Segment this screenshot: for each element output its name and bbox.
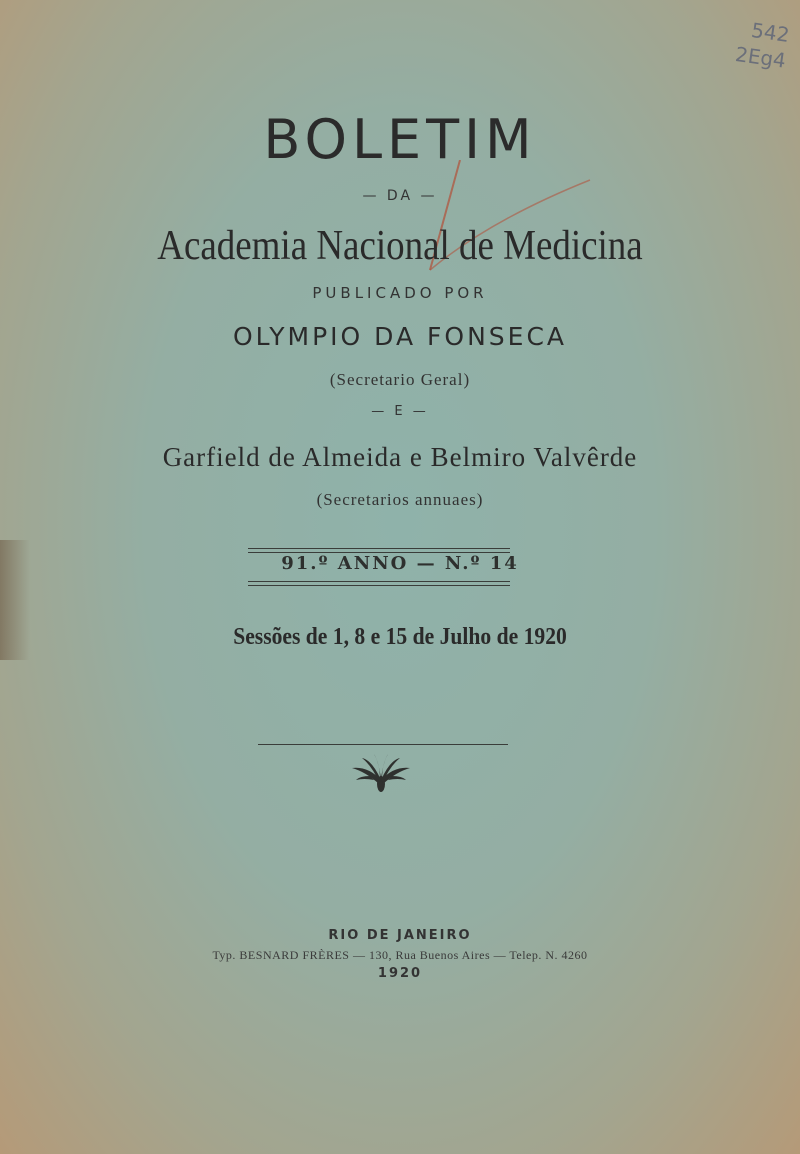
co-editors: Garfield de Almeida e Belmiro Valvêrde [162,442,638,472]
issue-rule-bottom-2 [248,585,510,586]
connector-da: — DA — [362,188,438,204]
issue-rule-bottom-1 [248,581,510,582]
palmette-ornament-icon [350,754,412,794]
publication-year: 1920 [377,966,423,981]
title: BOLETIM [263,108,537,171]
pencil-annotation-line2: 2Eg4 [733,41,788,73]
pencil-annotation-line1: 542 [749,17,792,47]
ornament-rule [258,744,508,745]
issue-number: 91.º ANNO — N.º 14 [281,553,519,574]
institution-name: Academia Nacional de Medicina [157,223,643,269]
connector-e: — E — [371,404,429,419]
editor-name: OLYMPIO DA FONSECA [232,322,568,351]
publication-city: RIO DE JANEIRO [328,928,472,943]
sessions-dates: Sessões de 1, 8 e 15 de Julho de 1920 [233,624,567,650]
printer-info: Typ. BESNARD FRÈRES — 130, Rua Buenos Aires — Telep. N. 4260 [212,948,588,962]
published-by: PUBLICADO POR [312,284,488,302]
issue-rule-top-1 [248,548,510,549]
editor-role: (Secretario Geral) [329,370,471,389]
co-editors-role: (Secretarios annuaes) [316,490,484,509]
pencil-annotation [697,11,791,102]
